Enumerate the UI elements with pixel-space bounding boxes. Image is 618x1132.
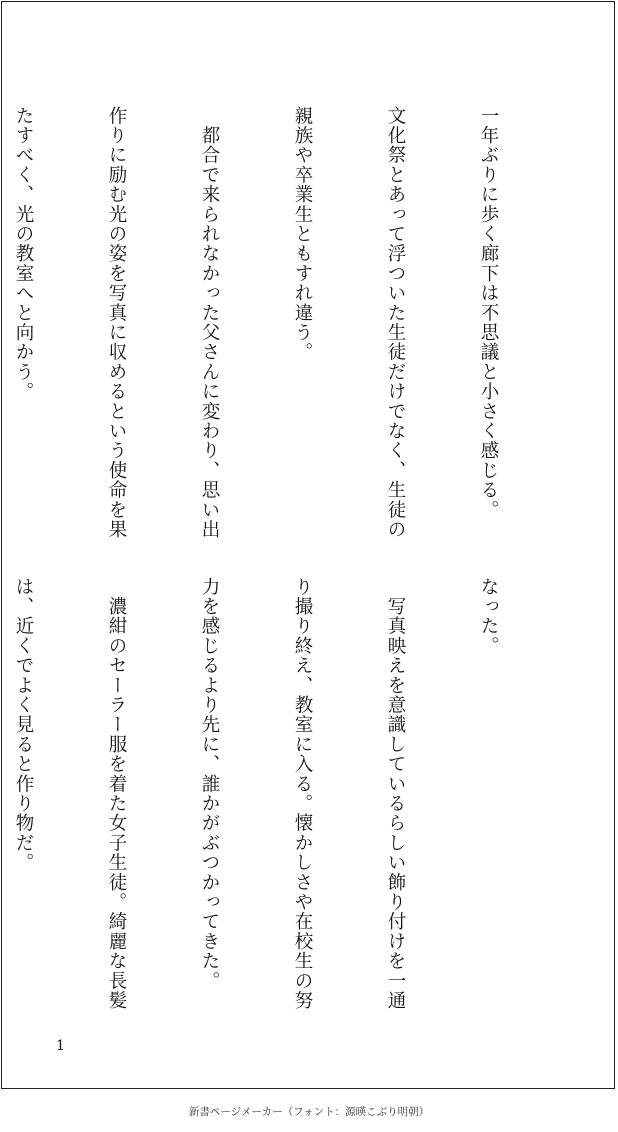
text-line: なった。	[478, 577, 499, 656]
page-number: 1	[56, 1038, 65, 1054]
text-line: り撮り終え、教室に入る。懐かしさや在校生の努	[292, 577, 313, 1011]
text-line: 親族や卒業生ともすれ違う。	[292, 106, 313, 363]
text-line: 作りに励む光の姿を写真に収めるという使命を果	[106, 106, 127, 540]
page-frame	[1, 1, 615, 1089]
text-block-top	[0, 106, 566, 540]
text-line: 文化祭とあって浮ついた生徒だけでなく、生徒の	[385, 106, 406, 540]
text-block-bottom	[0, 577, 566, 1011]
text-line: 力を感じるより先に、誰かがぶつかってきた。	[199, 577, 220, 991]
text-line: 都合で来られなかった父さんに変わり、思い出	[199, 106, 220, 540]
text-line: は、近くでよく見ると作り物だ。	[13, 577, 34, 873]
text-line: たすべく、光の教室へと向かう。	[13, 106, 34, 402]
text-line: 濃紺のセーラー服を着た女子生徒。綺麗な長髪	[106, 577, 127, 1011]
text-line: 一年ぶりに歩く廊下は不思議と小さく感じる。	[478, 106, 499, 520]
footer-caption: 新書ページメーカー（フォント：源暎こぶり明朝）	[188, 1106, 430, 1118]
text-line: 写真映えを意識しているらしい飾り付けを一通	[385, 577, 406, 1011]
